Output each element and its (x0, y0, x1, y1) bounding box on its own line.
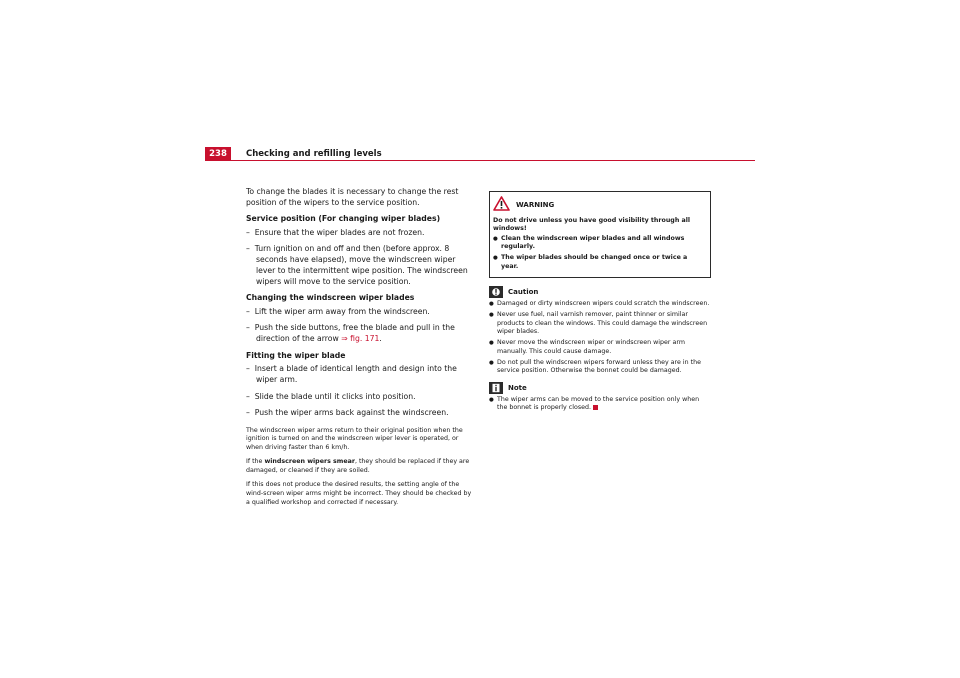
note-info-icon (489, 382, 503, 394)
page-number: 238 (205, 147, 231, 161)
fit-step (246, 392, 474, 403)
service-step-text: Turn ignition on and off and then (before approx. 8 seconds have elapsed), move the windscreen wiper lever to the intermittent wipe position. The windscreen wipers will move to the service position. (254, 244, 468, 286)
info-text: If the (246, 458, 263, 466)
info-paragraph (246, 458, 474, 475)
info-paragraph: If this does not produce the desired results, the setting angle of the wind-screen wiper arms might be incorrect. They should be checked by a qualified workshop and corrected if necessary. (246, 481, 472, 506)
note-header (489, 382, 711, 394)
caution-bullet: ● Damaged or dirty windscreen wipers could scratch the windscreen. (489, 300, 711, 309)
caution-bullet: ● Never use fuel, nail varnish remover, paint thinner or similar products to clean the windows. This could damage the windscreen wiper blades. (489, 311, 711, 337)
warning-header (493, 196, 706, 215)
dash-symbol: – (246, 227, 250, 237)
header-rule (205, 160, 755, 161)
change-step-text: Lift the wiper arm away from the windscreen. (254, 306, 430, 316)
caution-bullet: ● Never move the windscreen wiper or windscreen wiper arm manually. This could cause damage. (489, 339, 711, 356)
service-step (246, 244, 474, 287)
dash-symbol: – (246, 407, 250, 417)
info-emphasis: windscreen wipers smear (264, 458, 355, 466)
dash-symbol: – (246, 323, 250, 333)
right-column (489, 191, 711, 415)
caution-exclamation-icon (489, 286, 503, 298)
note-bullet (489, 396, 711, 413)
dash-symbol: – (246, 391, 250, 401)
change-step (246, 307, 474, 318)
warning-bullet: ● Clean the windscreen wiper blades and all windows regularly. (493, 235, 706, 252)
service-position-heading: Service position (For changing wiper blades) (246, 214, 441, 224)
info-text: , they should be replaced if they are damaged, or cleaned if they are soiled. (246, 458, 470, 475)
left-column (246, 187, 474, 513)
note-title: Note (508, 383, 527, 392)
fit-step-text: Push the wiper arms back against the windscreen. (254, 407, 449, 417)
figure-reference-link[interactable]: ⇒ fig. 171 (341, 334, 380, 344)
warning-box (489, 191, 711, 278)
warning-triangle-icon (493, 196, 510, 215)
service-step (246, 228, 474, 239)
running-title: Checking and refilling levels (246, 149, 382, 159)
fit-step-text: Insert a blade of identical length and design into the wiper arm. (254, 364, 457, 385)
dash-symbol: – (246, 364, 250, 374)
note-text: The wiper arms can be moved to the service position only when the bonnet is properly closed. (497, 395, 700, 412)
dash-symbol: – (246, 306, 250, 316)
change-step-text: Push the side buttons, free the blade and pull in the direction of the arrow (254, 323, 455, 344)
change-step-end: . (379, 334, 382, 344)
caution-bullet: ● Do not pull the windscreen wipers forward unless they are in the service position. Otherwise the bonnet could be damaged. (489, 359, 711, 376)
info-paragraph: The windscreen wiper arms return to their original position when the ignition is turned on and the windscreen wiper lever is operated, or when driving faster than 6 km/h. (246, 426, 463, 452)
service-step-text: Ensure that the wiper blades are not frozen. (254, 227, 425, 237)
warning-bullet: ● The wiper blades should be changed once or twice a year. (493, 254, 706, 271)
fit-step-text: Slide the blade until it clicks into position. (254, 391, 416, 401)
warning-main-text: Do not drive unless you have good visibility through all windows! (493, 216, 691, 233)
fit-step (246, 408, 474, 419)
caution-header (489, 286, 711, 298)
change-step (246, 323, 474, 345)
warning-title: WARNING (516, 201, 555, 209)
fitting-blade-heading: Fitting the wiper blade (246, 350, 346, 360)
end-of-section-icon (593, 405, 598, 410)
dash-symbol: – (246, 244, 250, 254)
changing-blades-heading: Changing the windscreen wiper blades (246, 293, 415, 303)
caution-title: Caution (508, 287, 539, 296)
intro-paragraph: To change the blades it is necessary to change the rest position of the wipers to the service position. (246, 187, 459, 207)
fit-step (246, 364, 474, 386)
